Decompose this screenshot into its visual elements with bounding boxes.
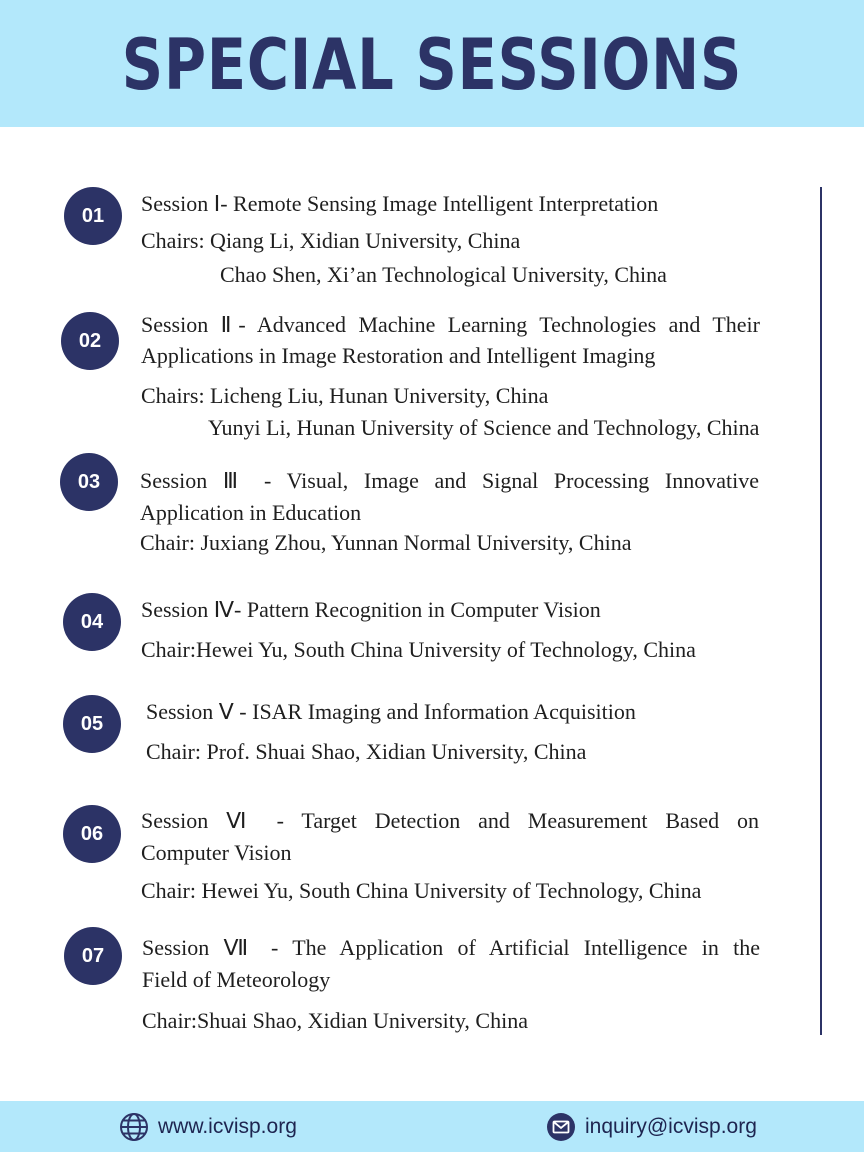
session-number-badge: 07: [64, 927, 122, 985]
session-chair: Chair: Prof. Shuai Shao, Xidian University, China: [146, 739, 587, 764]
vertical-divider: [820, 187, 822, 1035]
session-number-badge: 03: [60, 453, 118, 511]
session-number-badge: 05: [63, 695, 121, 753]
session-title: Applications in Image Restoration and Intelligent Imaging: [141, 343, 656, 368]
session-number-badge: 04: [63, 593, 121, 651]
session-chair: Chair:Shuai Shao, Xidian University, China: [142, 1008, 528, 1033]
globe-icon: [119, 1112, 149, 1142]
email-link[interactable]: inquiry@icvisp.org: [585, 1115, 757, 1138]
session-title: Session Ⅴ - ISAR Imaging and Information Acquisition: [146, 699, 636, 724]
session-title: Session Ⅲ - Visual, Image and Signal Processing Innovative: [140, 468, 759, 493]
session-title: Session Ⅶ - The Application of Artificial Intelligence in the: [142, 935, 760, 960]
page-title: SPECIAL SESSIONS: [121, 24, 743, 106]
session-title: Session Ⅵ - Target Detection and Measurement Based on: [141, 808, 759, 833]
session-chair: Chair:Hewei Yu, South China University of Technology, China: [141, 637, 696, 662]
session-chair: Chao Shen, Xi’an Technological University, China: [220, 262, 667, 287]
session-title: Field of Meteorology: [142, 967, 331, 992]
page-footer: [0, 1101, 864, 1152]
session-chair: Chairs: Licheng Liu, Hunan University, China: [141, 383, 549, 408]
session-number-badge: 01: [64, 187, 122, 245]
session-title: Session Ⅱ- Advanced Machine Learning Technologies and Their: [141, 312, 760, 337]
session-chair: Chair: Hewei Yu, South China University of Technology, China: [141, 878, 702, 903]
session-title: Session Ⅳ- Pattern Recognition in Computer Vision: [141, 597, 601, 622]
page-header: [0, 0, 864, 127]
session-number-badge: 06: [63, 805, 121, 863]
session-title: Computer Vision: [141, 840, 292, 865]
website-link[interactable]: www.icvisp.org: [158, 1115, 297, 1138]
session-chair: Chairs: Qiang Li, Xidian University, China: [141, 228, 521, 253]
session-chair: Chair: Juxiang Zhou, Yunnan Normal University, China: [140, 530, 632, 555]
session-title: Session Ⅰ- Remote Sensing Image Intelligent Interpretation: [141, 191, 659, 216]
session-title: Application in Education: [140, 500, 362, 525]
session-number-badge: 02: [61, 312, 119, 370]
envelope-icon: [546, 1112, 576, 1142]
session-chair: Yunyi Li, Hunan University of Science and Technology, China: [208, 415, 760, 440]
